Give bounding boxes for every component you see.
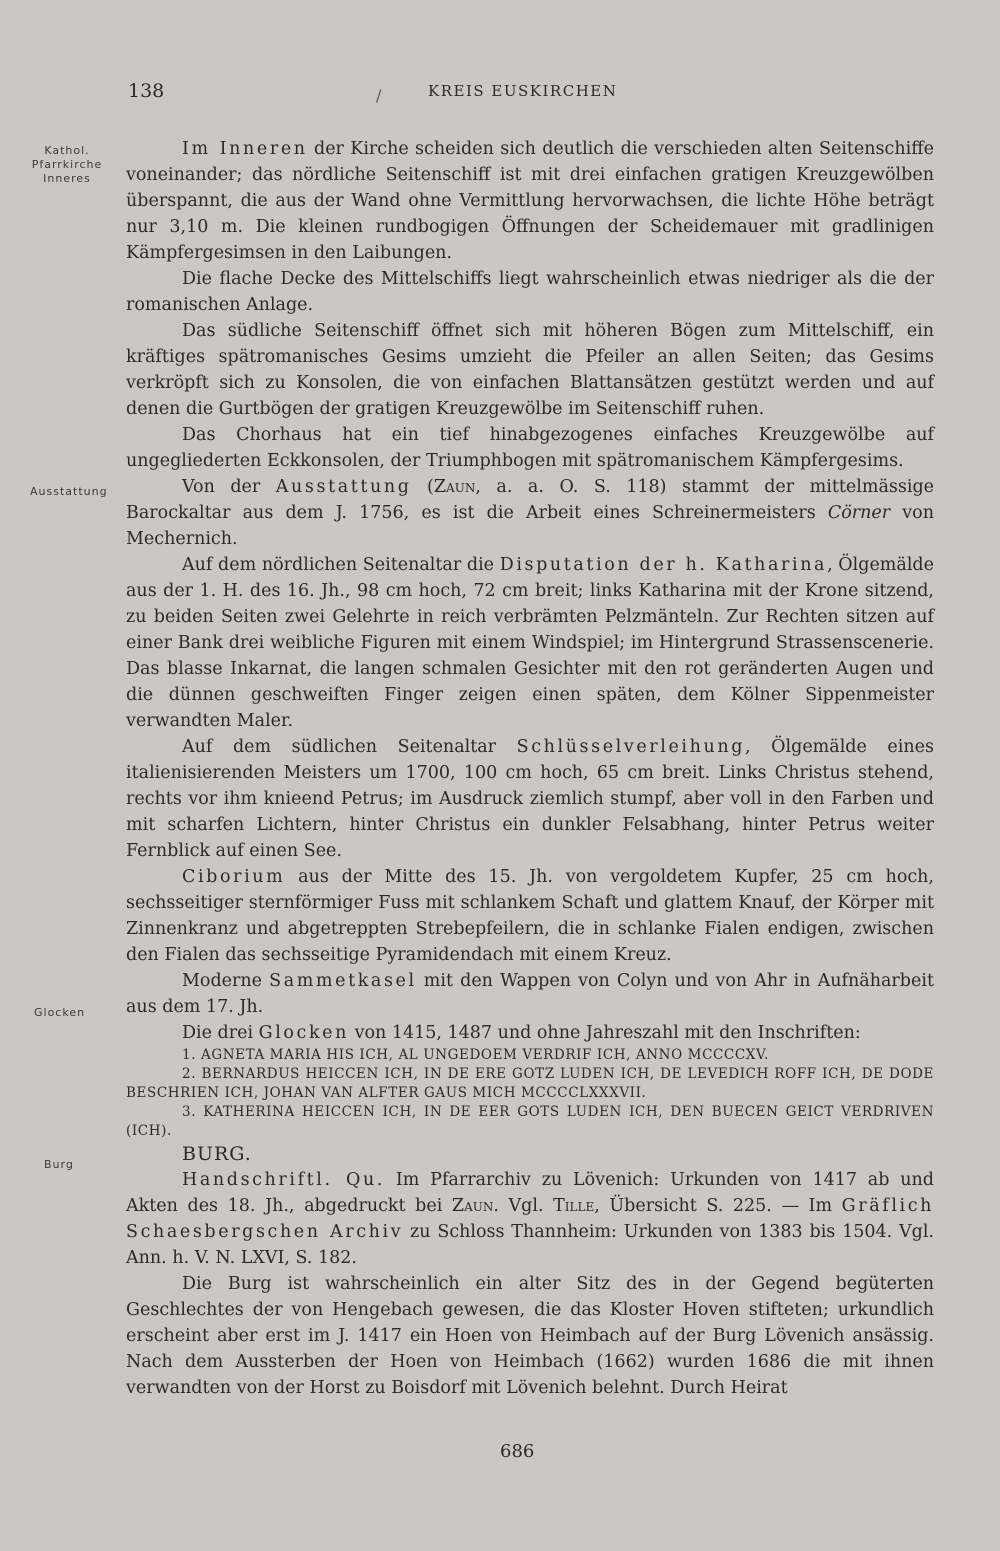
margin-note-glocken: Glocken xyxy=(34,1006,86,1019)
inscription-2: 2. BERNARDUS HEICCEN ICH, IN DE ERE GOTZ LUDEN ICH, DE LEVEDICH ROFF ICH, DE DODE BESCHRIEN ICH, JOHAN VAN ALFTER GAUS MICH MCCCCLXXXVII. xyxy=(126,1066,934,1101)
body-text xyxy=(126,136,934,1401)
spaced-term: Gräflich Schaesbergschen Archiv xyxy=(126,1196,934,1242)
paragraph-chorhaus: Das Chorhaus hat ein tief hinabgezogenes einfaches Kreuzgewölbe auf ungegliederten Eckkonsolen, der Triumphbogen mit spätromanischem Kämpfergesims. xyxy=(126,425,934,471)
paragraph-text: , Ölgemälde eines italienisierenden Meisters um 1700, 100 cm hoch, 65 cm breit. Links Christus stehend, rechts vor ihm knieend Petrus; im Ausdruck ziemlich stumpf, aber voll in den Farben und mit scharfen Lichtern, hinter Christus ein dunkler Felsabhang, hinter Petrus weiter Fernblick auf einen See. xyxy=(126,737,934,861)
paragraph-ausstattung xyxy=(126,474,934,552)
pencil-mark: / xyxy=(376,86,382,105)
running-title: KREIS EUSKIRCHEN xyxy=(428,82,618,100)
margin-note-kirche xyxy=(8,144,126,186)
header-page-number: 138 xyxy=(128,80,165,102)
artist-name: Cörner xyxy=(827,503,891,523)
paragraph-inneres xyxy=(126,136,934,266)
author-name: Tille xyxy=(553,1196,595,1216)
paragraph-schluesselverleihung xyxy=(126,734,934,864)
paragraph-text: Im Pfarrarchiv zu Lövenich: Urkunden von 1417 ab und Akten des 18. Jh., abgedruckt bei xyxy=(126,1170,934,1216)
paragraph-text: . Vgl. xyxy=(493,1196,554,1216)
spaced-term: Handschriftl. Qu. xyxy=(182,1170,386,1190)
margin-note-burg: Burg xyxy=(44,1158,74,1171)
inscription-1: 1. AGNETA MARIA HIS ICH, AL UNGEDOEM VERDRIF ICH, ANNO MCCCCXV. xyxy=(182,1047,769,1063)
paragraph-text: Auf dem nördlichen Seitenaltar die xyxy=(182,555,500,575)
paragraph-text: Von der xyxy=(182,477,276,497)
paragraph-text: ( xyxy=(411,477,434,497)
paragraph-text: von Mechernich. xyxy=(126,503,934,549)
paragraph-disputation xyxy=(126,552,934,734)
paragraph-text: Auf dem südlichen Seitenaltar xyxy=(182,737,517,757)
paragraph-text: , Übersicht S. 225. — Im xyxy=(594,1196,842,1216)
paragraph-text: , a. a. O. S. 118) stammt der mittelmässige Barockaltar aus dem J. 1756, es ist die Arbeit eines Schreinermeisters xyxy=(126,477,935,523)
margin-note-kathol: Kathol. xyxy=(44,144,90,157)
paragraph-text: von 1415, 1487 und ohne Jahreszahl mit den Inschriften: xyxy=(349,1023,861,1043)
paragraph-text: Moderne xyxy=(182,971,270,991)
spaced-term: Sammetkasel xyxy=(269,971,417,991)
paragraph-text: aus der Mitte des 15. Jh. von vergoldetem Kupfer, 25 cm hoch, sechsseitiger sternförmiger Fuss mit schlankem Schaft und glattem Knauf, der Körper mit Zinnenkranz und abgetreppten Strebepfeilern, die in schlanke Fialen endigen, zwischen den Fialen das sechsseitige Pyramidendach mit einem Kreuz. xyxy=(126,867,934,965)
inscription-3: 3. KATHERINA HEICCEN ICH, IN DE EER GOTS LUDEN ICH, DEN BUECEN GEICT VERDRIVEN (ICH). xyxy=(126,1104,934,1139)
spaced-term: Ausstattung xyxy=(275,477,412,497)
spaced-term: Glocken xyxy=(258,1023,349,1043)
section-heading-burg: BURG. xyxy=(182,1143,252,1165)
margin-note-pfarrkirche: Pfarrkirche xyxy=(31,158,103,171)
paragraph-glocken xyxy=(126,1020,934,1046)
paragraph-text: zu Schloss Thannheim: Urkunden von 1383 bis 1504. Vgl. Ann. h. V. N. LXVI, S. 182. xyxy=(126,1222,934,1268)
paragraph-text: der Kirche scheiden sich deutlich die verschieden alten Seitenschiffe voneinander; das nördliche Seitenschiff ist mit drei einfachen gratigen Kreuzgewölben überspannt, die aus der Wand ohne Vermittlung hervorwachsen, die lichte Höhe beträgt nur 3,10 m. Die kleinen rundbogigen Öffnungen der Scheidemauer mit gradlinigen Kämpfergesimsen in den Laibungen. xyxy=(126,139,934,263)
spaced-term: Ciborium xyxy=(182,867,286,887)
paragraph-seitenschiff: Das südliche Seitenschiff öffnet sich mit höheren Bögen zum Mittelschiff, ein kräftiges spätromanisches Gesims umzieht die Pfeiler an allen Seiten; das Gesims verkröpft sich zu Konsolen, die von einfachen Blattansätzen gestützt werden und auf denen die Gurtbögen der gratigen Kreuzgewölbe im Seitenschiff ruhen. xyxy=(126,321,934,419)
paragraph-quellen xyxy=(126,1167,934,1271)
footer-page-number: 686 xyxy=(500,1441,535,1462)
margin-note-inneres: Inneres xyxy=(43,172,91,185)
spaced-term: Im Inneren xyxy=(182,139,308,159)
spaced-term: Disputation der h. Katharina xyxy=(499,555,828,575)
paragraph-ciborium xyxy=(126,864,934,968)
author-name: Zaun xyxy=(451,1196,494,1216)
paragraph-sammetkasel xyxy=(126,968,934,1020)
paragraph-text: , Ölgemälde aus der 1. H. des 16. Jh., 98 cm hoch, 72 cm breit; links Katharina mit der Krone sitzend, zu beiden Seiten zwei Gelehrte in reich verbrämten Pelzmänteln. Zur Rechten sitzen auf einer Bank drei weibliche Figuren mit einem Windspiel; im Hintergrund Strassenscenerie. Das blasse Inkarnat, die langen schmalen Gesichter mit den rot geränderten Augen und die dünnen geschweiften Finger zeigen einen späten, dem Kölner Sippenmeister verwandten Maler. xyxy=(126,555,934,731)
paragraph-text: mit den Wappen von Colyn und von Ahr in Aufnäharbeit aus dem 17. Jh. xyxy=(126,971,934,1017)
paragraph-text: Die drei xyxy=(182,1023,259,1043)
paragraph-burg-geschichte: Die Burg ist wahrscheinlich ein alter Sitz des in der Gegend begüterten Geschlechtes der von Hengebach gewesen, die das Kloster Hoven stifteten; urkundlich erscheint aber erst im J. 1417 ein Hoen von Heimbach auf der Burg Lövenich ansässig. Nach dem Aussterben der Hoen von Heimbach (1662) wurden 1686 die mit ihnen verwandten von der Horst zu Boisdorf mit Lövenich belehnt. Durch Heirat xyxy=(126,1274,934,1398)
spaced-term: Schlüsselverleihung xyxy=(516,737,746,757)
author-name: Zaun xyxy=(433,477,476,497)
paragraph-decke: Die flache Decke des Mittelschiffs liegt wahrscheinlich etwas niedriger als die der romanischen Anlage. xyxy=(126,269,934,315)
margin-note-ausstattung: Ausstattung xyxy=(30,485,108,498)
